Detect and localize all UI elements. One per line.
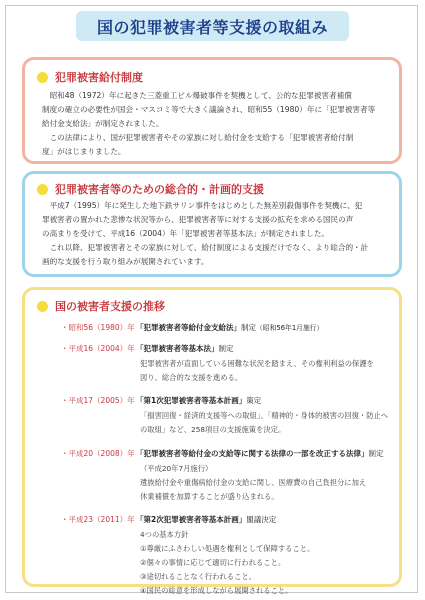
timeline-year: ・平成16（2004）年 xyxy=(61,344,135,353)
law-note: （昭和56年1月施行） xyxy=(256,324,324,332)
timeline-detail xyxy=(140,357,374,385)
text-line: この法律により、国が犯罪被害者やその家族に対し給付金を支給する「犯罪被害者給付制 xyxy=(49,133,354,142)
paragraph xyxy=(42,199,389,241)
timeline-detail xyxy=(140,528,314,598)
section-comprehensive-support xyxy=(22,171,402,277)
timeline-law xyxy=(136,448,384,459)
section-header xyxy=(37,181,264,197)
section-body xyxy=(42,89,389,159)
paragraph xyxy=(42,131,389,159)
paragraph xyxy=(42,89,389,131)
section-heading: 犯罪被害者等のための総合的・計画的支援 xyxy=(55,183,264,196)
law-name: 「第1次犯罪被害者等基本計画」 xyxy=(136,396,247,405)
detail-line: 犯罪被害者が直面している困難な状況を踏まえ、その権利利益の保護を xyxy=(140,359,374,368)
page-title: 国の犯罪被害者等支援の取組み xyxy=(96,17,328,37)
section-header xyxy=(37,69,143,85)
timeline-law xyxy=(136,514,276,525)
detail-line: 4つの基本方針 xyxy=(140,530,189,539)
law-action: 制定 xyxy=(218,344,234,353)
text-line: 画的な支援を行う取り組みが展開されています。 xyxy=(42,257,209,266)
timeline-year: ・昭和56（1980）年 xyxy=(61,323,135,332)
bullet-dot-icon xyxy=(37,72,48,83)
bullet-dot-icon xyxy=(37,301,48,312)
law-action: 策定 xyxy=(246,396,262,405)
law-action: 制定 xyxy=(241,323,256,332)
timeline-year: ・平成17（2005）年 xyxy=(61,396,135,405)
detail-line: ④国民の総意を形成しながら展開されること。 xyxy=(140,586,293,595)
paragraph xyxy=(42,241,389,269)
text-line: これ以降、犯罪被害者とその家族に対して、給付制度による支援だけでなく、より総合的・計 xyxy=(49,243,369,252)
text-line: 昭和48（1972）年に起きた三菱重工ビル爆破事件を契機として、公的な犯罪被害者補償 xyxy=(49,91,352,100)
law-name: 「第2次犯罪被害者等基本計画」 xyxy=(136,515,247,524)
detail-line: 遺族給付金や重傷病給付金の支給に関し、医療費の自己負担分に加え xyxy=(140,478,367,487)
law-action: 閣議決定 xyxy=(246,515,277,524)
detail-line: ①尊厳にふさわしい処遇を権利として保障すること。 xyxy=(140,544,315,553)
timeline-law xyxy=(136,322,323,333)
detail-line: ②個々の事情に応じて適切に行われること。 xyxy=(140,558,286,567)
timeline-year: ・平成20（2008）年 xyxy=(61,449,135,458)
text-line: 度」がはじまりました。 xyxy=(42,147,126,156)
section-header xyxy=(37,298,165,314)
law-name: 「犯罪被害者等給付金の支給等に関する法律の一部を改正する法律」 xyxy=(136,449,369,458)
detail-line: 休業補償を加算することが盛り込まれる。 xyxy=(140,492,279,501)
timeline-detail xyxy=(140,409,388,437)
detail-line: ③途切れることなく行われること。 xyxy=(140,572,256,581)
law-action: 制定 xyxy=(368,449,384,458)
section-heading: 国の被害者支援の推移 xyxy=(55,300,165,313)
text-line: 給付金支給法」が制定されました。 xyxy=(42,119,164,128)
section-heading: 犯罪被害給付制度 xyxy=(55,71,143,84)
section-body xyxy=(42,199,389,269)
title-banner xyxy=(76,11,349,41)
timeline-law xyxy=(136,395,261,406)
law-name: 「犯罪被害者等基本法」 xyxy=(136,344,219,353)
detail-line: （平成20年7月施行） xyxy=(140,464,213,473)
detail-line: の取組」など、258項目の支援施策を決定。 xyxy=(140,425,286,434)
timeline-detail xyxy=(140,462,366,504)
detail-line: 図り、総合的な支援を進める。 xyxy=(140,373,243,382)
text-line: の高まりを受けて、平成16（2004）年「犯罪被害者等基本法」が制定されました。 xyxy=(42,229,330,238)
section-crime-victim-benefit xyxy=(22,57,402,164)
detail-line: 「損害回復・経済的支援等への取組」、「精神的・身体的被害の回復・防止へ xyxy=(140,411,389,420)
law-name: 「犯罪被害者等給付金支給法」 xyxy=(136,323,241,332)
timeline-law xyxy=(136,343,234,354)
text-line: 制度の確立の必要性が国会・マスコミ等で大きく議論され、昭和55（1980）年に「犯罪被害者等 xyxy=(42,105,376,114)
section-support-history xyxy=(22,287,402,595)
text-line: 罪被害者の置かれた悲惨な状況等から、犯罪被害者等に対する支援の拡充を求める国民の声 xyxy=(42,215,354,224)
text-line: 平成7（1995）年に発生した地下鉄サリン事件をはじめとした無差別殺傷事件を契機に、犯 xyxy=(49,201,363,210)
bullet-dot-icon xyxy=(37,184,48,195)
timeline-year: ・平成23（2011）年 xyxy=(61,515,135,524)
